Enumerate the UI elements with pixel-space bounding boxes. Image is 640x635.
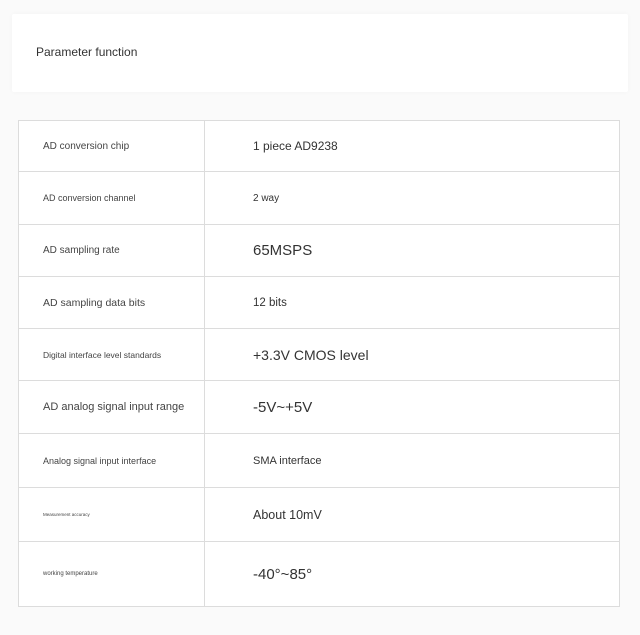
parameter-value: 65MSPS — [205, 225, 620, 277]
table-row — [19, 542, 620, 607]
table-row — [19, 329, 620, 381]
parameter-value: +3.3V CMOS level — [205, 329, 620, 381]
table-row — [19, 121, 620, 172]
parameter-label: Analog signal input interface — [19, 434, 205, 488]
table-row — [19, 381, 620, 434]
parameter-label: AD sampling data bits — [19, 277, 205, 329]
parameter-label: AD analog signal input range — [19, 381, 205, 434]
table-row — [19, 277, 620, 329]
table-row — [19, 225, 620, 277]
section-header — [12, 14, 628, 92]
parameter-value: 12 bits — [205, 277, 620, 329]
parameter-label: Measurement accuracy — [19, 488, 205, 542]
parameter-value: -40°~85° — [205, 542, 620, 607]
parameter-value: 2 way — [205, 172, 620, 225]
parameter-value: 1 piece AD9238 — [205, 121, 620, 172]
parameter-label: AD conversion channel — [19, 172, 205, 225]
parameter-table — [18, 120, 620, 607]
table-row — [19, 488, 620, 542]
parameter-value: About 10mV — [205, 488, 620, 542]
section-title: Parameter function — [36, 45, 138, 59]
parameter-label: AD sampling rate — [19, 225, 205, 277]
parameter-label: Digital interface level standards — [19, 329, 205, 381]
table-row — [19, 434, 620, 488]
parameter-label: AD conversion chip — [19, 121, 205, 172]
parameter-value: -5V~+5V — [205, 381, 620, 434]
parameter-value: SMA interface — [205, 434, 620, 488]
parameter-label: working temperature — [19, 542, 205, 607]
table-row — [19, 172, 620, 225]
